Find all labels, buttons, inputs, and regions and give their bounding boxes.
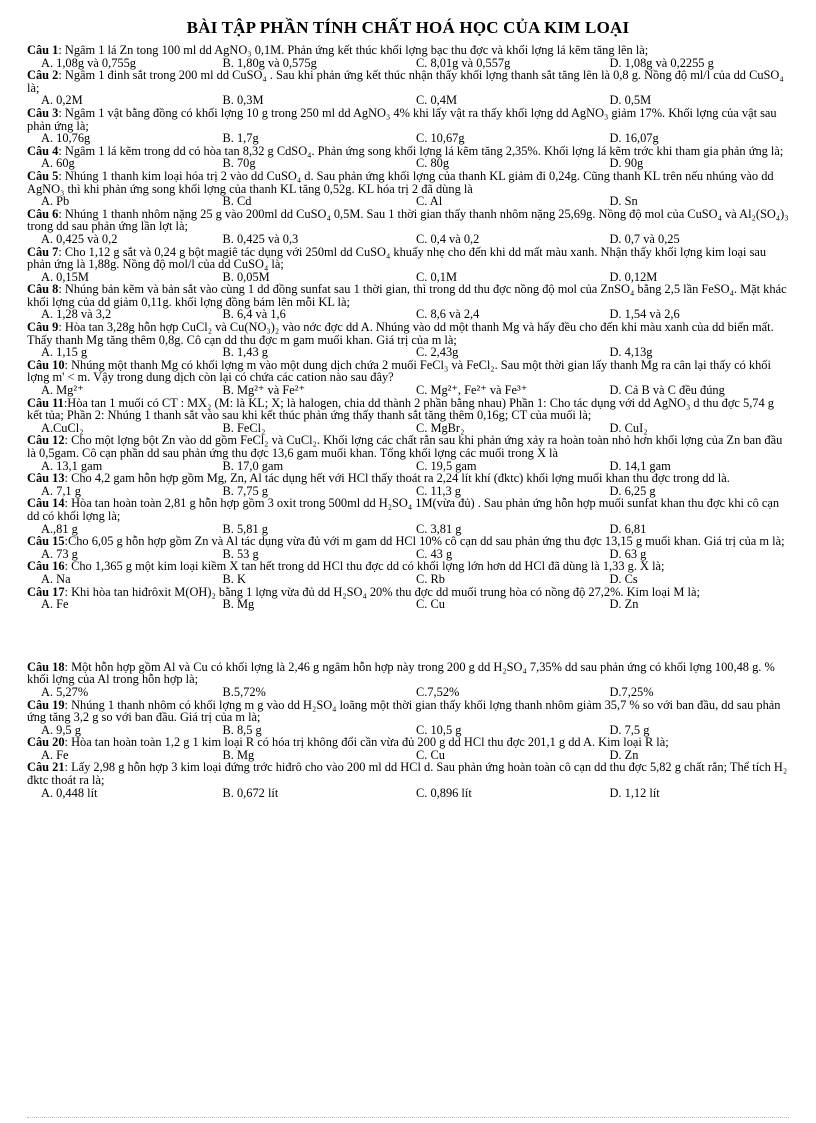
question-label: Câu 4 xyxy=(27,143,59,158)
answer-option-c: C. 0,1M xyxy=(416,269,457,284)
question-text: :Cho 6,05 g hỗn hợp gồm Zn và Al tác dụng vừa đủ với m gam dd HCl 10% cô cạn dd sau phản ứng thu đợc 13,15 g muối khan. Giá trị của m là; xyxy=(64,534,785,549)
answer-option-b: B. 0,05M xyxy=(222,269,270,284)
document-page xyxy=(27,18,789,799)
question-stem xyxy=(27,699,789,724)
answer-option-a: A. 0,15M xyxy=(41,269,89,284)
answer-option-b: B. 5,81 g xyxy=(222,521,268,536)
question-label: Câu 7 xyxy=(27,244,59,259)
answer-option-d: D. 6,25 g xyxy=(609,483,656,498)
answer-option-c: C. Cu xyxy=(416,747,445,762)
answer-option-d: D. 63 g xyxy=(609,546,647,561)
answer-option-d: D.7,25% xyxy=(609,684,654,699)
answer-option-d: D. Cs xyxy=(609,571,638,586)
answer-option-b: B. 8,5 g xyxy=(222,722,262,737)
question-label: Câu 17 xyxy=(27,584,65,599)
question-label: Câu 19 xyxy=(27,697,65,712)
question-stem xyxy=(27,434,789,459)
answer-option-b: B. Mg xyxy=(222,747,255,762)
question-label: Câu 2 xyxy=(27,68,59,83)
answer-option-b: B. 0,3M xyxy=(222,93,264,108)
question-label: Câu 13 xyxy=(27,471,65,486)
answer-option-a: A. 10,76g xyxy=(41,131,91,146)
answer-option-c: C. Rb xyxy=(416,571,445,586)
question-label: Câu 5 xyxy=(27,168,59,183)
answer-option-c: C. 8,01g và 0,557g xyxy=(416,55,511,70)
question-stem xyxy=(27,69,789,94)
answer-option-c: C. 3,81 g xyxy=(416,521,462,536)
question-text: : Cho 1,365 g một kim loại kiềm X tan hết trong dd HCl thu đợc dd có khối lợng lớn hơn dd HCl đã dùng là 1,33 g. X là; xyxy=(64,559,665,574)
answer-option-a: A. 7,1 g xyxy=(41,483,81,498)
question-text: :Hòa tan 1 muối có CT : MX₂ (M: là KL; X; là halogen, chia dd thành 2 phần bằng nhau) Phần 1: Cho tác dụng với dd AgNO₃ d thu đợc 5,74 g kết tủa; Phần 2: Nhúng 1 thanh sắt vào sau khi kết thúc phản ứng thấy thanh sắt tăng thêm 0,16g; CT của muối là; xyxy=(27,395,774,423)
answer-option-a: A. Fe xyxy=(41,747,69,762)
question-item xyxy=(27,472,789,497)
question-text: : Nhúng một thanh Mg có khối lợng m vào một dung dịch chứa 2 muối FeCl₃ và FeCl₂. Sau một thời gian lấy thanh Mg ra cân lại thấy có khối lợng m' < m. Vậy trong dung dịch còn lại có chứa các cation nào sau đây? xyxy=(27,357,771,385)
answer-option-b: B. 7,75 g xyxy=(222,483,268,498)
answer-option-a: A. 1,08g và 0,755g xyxy=(41,55,136,70)
answer-option-a: A. Fe xyxy=(41,597,69,612)
answer-option-b: B. 70g xyxy=(222,156,256,171)
question-text: : Ngâm 1 vật bằng đồng có khối lợng 10 g trong 250 ml dd AgNO₃ 4% khi lấy vật ra thấy khối lợng dd AgNO₃ giảm 17%. Khối lợng của vật sau phản ứng là; xyxy=(27,105,777,133)
answer-option-b: B. Mg²⁺ và Fe²⁺ xyxy=(222,383,305,398)
answer-option-b: B. FeCl₂ xyxy=(222,420,266,435)
answer-option-d: D. CuI₂ xyxy=(609,420,648,435)
question-stem xyxy=(27,170,789,195)
question-item xyxy=(27,44,789,69)
question-stem xyxy=(27,321,789,346)
answer-option-c: C. Mg²⁺, Fe²⁺ và Fe³⁺ xyxy=(416,383,528,398)
question-item xyxy=(27,145,789,170)
answer-option-b: B. Mg xyxy=(222,597,255,612)
question-item xyxy=(27,283,789,321)
answer-option-c: C. Cu xyxy=(416,597,445,612)
answer-option-c: C. 0,896 lít xyxy=(416,785,472,800)
question-text: : Hòa tan 3,28g hỗn hợp CuCl₂ và Cu(NO₃)₂ vào nớc đợc dd A. Nhúng vào dd một thanh Mg và hấy đều cho đến khi màu xanh của dd biến mất. Thấy thanh Mg tăng thêm 0,8g. Cô cạn dd thu đợc m gam muối khan. Giá trị của m là; xyxy=(27,320,774,347)
question-stem xyxy=(27,472,789,485)
question-stem xyxy=(27,246,789,271)
question-item xyxy=(27,535,789,560)
answer-option-d: D. 0,7 và 0,25 xyxy=(609,231,680,246)
question-label: Câu 11 xyxy=(27,395,64,410)
question-item xyxy=(27,359,789,397)
question-item xyxy=(27,661,789,699)
question-item xyxy=(27,560,789,585)
answer-option-a: A. Mg²⁺ xyxy=(41,383,84,398)
answer-option-d: D. 4,13g xyxy=(609,345,653,360)
question-text: : Hòa tan hoàn toàn 2,81 g hỗn hợp gồm 3 oxit trong 500ml dd H₂SO₄ 1M(vừa đủ) . Sau phản ứng hỗn hợp muối sunfat khan thu đợc khi cô cạn dd có khối lợng là; xyxy=(27,496,780,523)
question-item xyxy=(27,497,789,535)
question-label: Câu 14 xyxy=(27,496,65,511)
question-label: Câu 1 xyxy=(27,43,59,57)
question-list xyxy=(27,44,789,799)
answer-option-d: D. 6,81 xyxy=(609,521,647,536)
answer-option-c: C. MgBr₂ xyxy=(416,420,465,435)
answer-option-b: B. 0,425 và 0,3 xyxy=(222,231,299,246)
question-label: Câu 21 xyxy=(27,760,65,775)
question-stem xyxy=(27,497,789,522)
answer-option-d: D. 1,12 lít xyxy=(609,785,660,800)
answer-option-d: D. Sn xyxy=(609,194,638,209)
question-label: Câu 6 xyxy=(27,206,59,221)
answer-option-b: B. 17,0 gam xyxy=(222,458,284,473)
answer-option-b: B. 1,80g và 0,575g xyxy=(222,55,317,70)
answer-option-b: B. 1,43 g xyxy=(222,345,268,360)
question-label: Câu 9 xyxy=(27,320,59,335)
question-text: : Hòa tan hoàn toàn 1,2 g 1 kim loại R có hóa trị không đổi cần vừa đủ 200 g dd HCl thu đợc 201,1 g dd A. Kim loại R là; xyxy=(64,735,669,750)
question-text: : Nhúng 1 thanh nhôm nặng 25 g vào 200ml dd CuSO₄ 0,5M. Sau 1 thời gian thấy thanh nhôm nặng 25,69g. Nồng độ mol của CuSO₄ và Al₂(SO₄)₃ trong dd sau phản ứng lần lợt là; xyxy=(27,206,789,234)
question-label: Câu 3 xyxy=(27,105,59,120)
answer-options xyxy=(27,787,789,800)
question-stem xyxy=(27,397,789,422)
question-text: : Lấy 2,98 g hỗn hợp 3 kim loại đứng trớc hiđrô cho vào 200 ml dd HCl d. Sau phản ứng hoàn toàn cô cạn dd thu đợc 5,82 g chất rắn; Thể tích H₂ đktc thoát ra là; xyxy=(27,760,788,788)
question-label: Câu 10 xyxy=(27,357,65,372)
answer-option-a: A. 73 g xyxy=(41,546,78,561)
answer-option-a: A. 1,28 và 3,2 xyxy=(41,307,112,322)
answer-option-a: A.CuCl₂ xyxy=(41,420,84,435)
answer-option-d: D. 0,12M xyxy=(609,269,658,284)
question-label: Câu 16 xyxy=(27,559,65,574)
answer-option-a: A. 0,448 lít xyxy=(41,785,98,800)
answer-option-d: D. Cả B và C đều đúng xyxy=(609,383,725,398)
answer-option-c: C. 10,67g xyxy=(416,131,465,146)
answer-option-a: A. 0,425 và 0,2 xyxy=(41,231,118,246)
question-text: : Ngâm 1 đinh sắt trong 200 ml dd CuSO₄ . Sau khi phản ứng kết thúc nhận thấy khối lợng thanh sắt tăng lên là 0,8 g. Nồng độ ml/l của dd CuSO₄ là; xyxy=(27,68,784,95)
answer-option-a: A.,81 g xyxy=(41,521,78,536)
question-stem xyxy=(27,761,789,786)
question-text: : Cho 4,2 gam hỗn hợp gồm Mg, Zn, Al tác dụng hết với HCl thấy thoát ra 2,24 lít khí (đktc) khối lợng muối khan thu đợc trong dd là. xyxy=(64,471,730,486)
question-item xyxy=(27,69,789,107)
answer-option-c: C. 43 g xyxy=(416,546,453,561)
question-item xyxy=(27,586,789,611)
answer-option-d: D. 7,5 g xyxy=(609,722,650,737)
question-text: : Ngâm 1 lá Zn tong 100 ml dd AgNO₃ 0,1M. Phản ứng kết thúc khối lợng bạc thu đợc và khối lợng lá kẽm tăng lên là; xyxy=(58,43,649,57)
answer-option-a: A. 5,27% xyxy=(41,684,89,699)
question-stem xyxy=(27,586,789,599)
question-item xyxy=(27,107,789,145)
answer-option-b: B. 53 g xyxy=(222,546,259,561)
answer-option-d: D. Zn xyxy=(609,747,639,762)
answer-option-d: D. 90g xyxy=(609,156,644,171)
question-item xyxy=(27,699,789,737)
question-stem xyxy=(27,736,789,749)
question-stem xyxy=(27,145,789,158)
answer-option-c: C. 2,43g xyxy=(416,345,459,360)
answer-option-a: A. 13,1 gam xyxy=(41,458,103,473)
answer-option-c: C. 0,4 và 0,2 xyxy=(416,231,480,246)
question-item xyxy=(27,246,789,284)
answer-option-b: B. 0,672 lít xyxy=(222,785,279,800)
answer-option-b: B. 1,7g xyxy=(222,131,259,146)
question-item xyxy=(27,761,789,799)
question-item xyxy=(27,434,789,472)
answer-option-c: C. 80g xyxy=(416,156,450,171)
page-footer-rule xyxy=(27,1117,789,1118)
answer-options xyxy=(27,598,789,611)
question-stem xyxy=(27,661,789,686)
question-stem xyxy=(27,283,789,308)
page-gap xyxy=(27,611,789,661)
question-stem xyxy=(27,359,789,384)
question-text: : Một hỗn hợp gồm Al và Cu có khối lợng là 2,46 g ngâm hỗn hợp này trong 200 g dd H₂SO₄ 7,35% dd sau phản ứng có khối lợng 100,48 g. % khối lợng của Al trong hỗn hợp là; xyxy=(27,659,775,687)
question-stem xyxy=(27,208,789,233)
answer-option-d: D. Zn xyxy=(609,597,639,612)
question-item xyxy=(27,208,789,246)
answer-option-a: A. 9,5 g xyxy=(41,722,81,737)
answer-option-c: C.7,52% xyxy=(416,684,460,699)
answer-option-d: D. 14,1 gam xyxy=(609,458,671,473)
question-text: : Nhúng bản kẽm và bản sắt vào cùng 1 dd đồng sunfat sau 1 thời gian, thì trong dd thu đợc nồng độ mol của ZnSO₄ bằng 2,5 lần FeSO₄. Mặt khác khối lợng của dd giảm 0,11g. khối lợng đồng bám lên mỗi KL là; xyxy=(27,282,787,309)
answer-option-b: B. Cd xyxy=(222,194,252,209)
question-text: : Cho 1,12 g sắt và 0,24 g bột magiê tác dụng với 250ml dd CuSO₄ khuấy nhẹ cho đến khi dd mất màu xanh. Nhận thấy khối lợng kim loại sau phản ứng là 1,88g. Nồng độ mol/l của dd CuSO₄ là; xyxy=(27,244,767,272)
question-stem xyxy=(27,535,789,548)
question-stem xyxy=(27,107,789,132)
question-item xyxy=(27,170,789,208)
answer-option-a: A. Pb xyxy=(41,194,70,209)
page-title: BÀI TẬP PHẦN TÍNH CHẤT HOÁ HỌC CỦA KIM LOẠI xyxy=(186,18,630,37)
answer-option-a: A. 60g xyxy=(41,156,75,171)
question-item xyxy=(27,321,789,359)
question-label: Câu 20 xyxy=(27,735,65,750)
answer-option-b: B. K xyxy=(222,571,246,586)
question-stem xyxy=(27,44,789,57)
question-text: : Khi hòa tan hiđrôxit M(OH)₂ bằng 1 lợng vừa đủ dd H₂SO₄ 20% thu đợc dd muối trung hòa có nồng độ 27,2%. Kim loại M là; xyxy=(64,584,700,599)
answer-option-c: C. 0,4M xyxy=(416,93,457,108)
answer-option-c: C. Al xyxy=(416,194,443,209)
answer-option-d: D. 1,08g và 0,2255 g xyxy=(609,55,714,70)
answer-option-d: D. 1,54 và 2,6 xyxy=(609,307,680,322)
answer-option-c: C. 19,5 gam xyxy=(416,458,477,473)
answer-option-c: C. 8,6 và 2,4 xyxy=(416,307,480,322)
answer-option-d: D. 16,07g xyxy=(609,131,659,146)
answer-option-a: A. 0,2M xyxy=(41,93,83,108)
answer-option-b: B.5,72% xyxy=(222,684,266,699)
question-label: Câu 15 xyxy=(27,534,65,549)
answer-option-a: A. 1,15 g xyxy=(41,345,88,360)
question-item xyxy=(27,397,789,435)
question-text: : Nhúng 1 thanh kim loại hóa trị 2 vào dd CuSO₄ d. Sau phản ứng khối lợng của thanh KL giảm đi 0,24g. Cũng thanh KL trên nếu nhúng vào dd AgNO₃ thì khi phản ứng song khối lợng của thanh KL tăng 0,52g. KL hóa trị 2 đã dùng là xyxy=(27,168,774,196)
question-label: Câu 18 xyxy=(27,659,65,674)
question-text: : Ngâm 1 lá kẽm trong dd có hòa tan 8,32 g CdSO₄. Phản ứng song khối lợng lá kẽm tăng 2,35%. Khối lợng lá kẽm trớc khi tham gia phản ứng là; xyxy=(58,143,784,158)
question-text: : Nhúng 1 thanh nhôm có khối lợng m g vào dd H₂SO₄ loãng một thời gian thấy khối lợng thanh nhôm giảm 35,7 % so với ban đầu, dd sau phản ứng tăng 3,2 g so với ban đầu. Giá trị của m là; xyxy=(27,697,781,725)
answer-option-a: A. Na xyxy=(41,571,71,586)
answer-option-d: D. 0,5M xyxy=(609,93,652,108)
answer-option-b: B. 6,4 và 1,6 xyxy=(222,307,286,322)
question-stem xyxy=(27,560,789,573)
answer-option-c: C. 10,5 g xyxy=(416,722,462,737)
question-item xyxy=(27,736,789,761)
question-label: Câu 8 xyxy=(27,282,59,297)
question-label: Câu 12 xyxy=(27,433,65,448)
answer-option-c: C. 11,3 g xyxy=(416,483,461,498)
question-text: : Cho một lợng bột Zn vào dd gồm FeCl₂ và CuCl₂. Khối lợng các chất rắn sau khi phản ứng xảy ra hoàn toàn nhỏ hơn khối lợng của Zn ban đầu là 0,5gam. Cô cạn phần dd sau phản ứng thu đợc 13,6 gam muối khan. Tổng khối lợng các muối trong X là xyxy=(27,433,783,460)
